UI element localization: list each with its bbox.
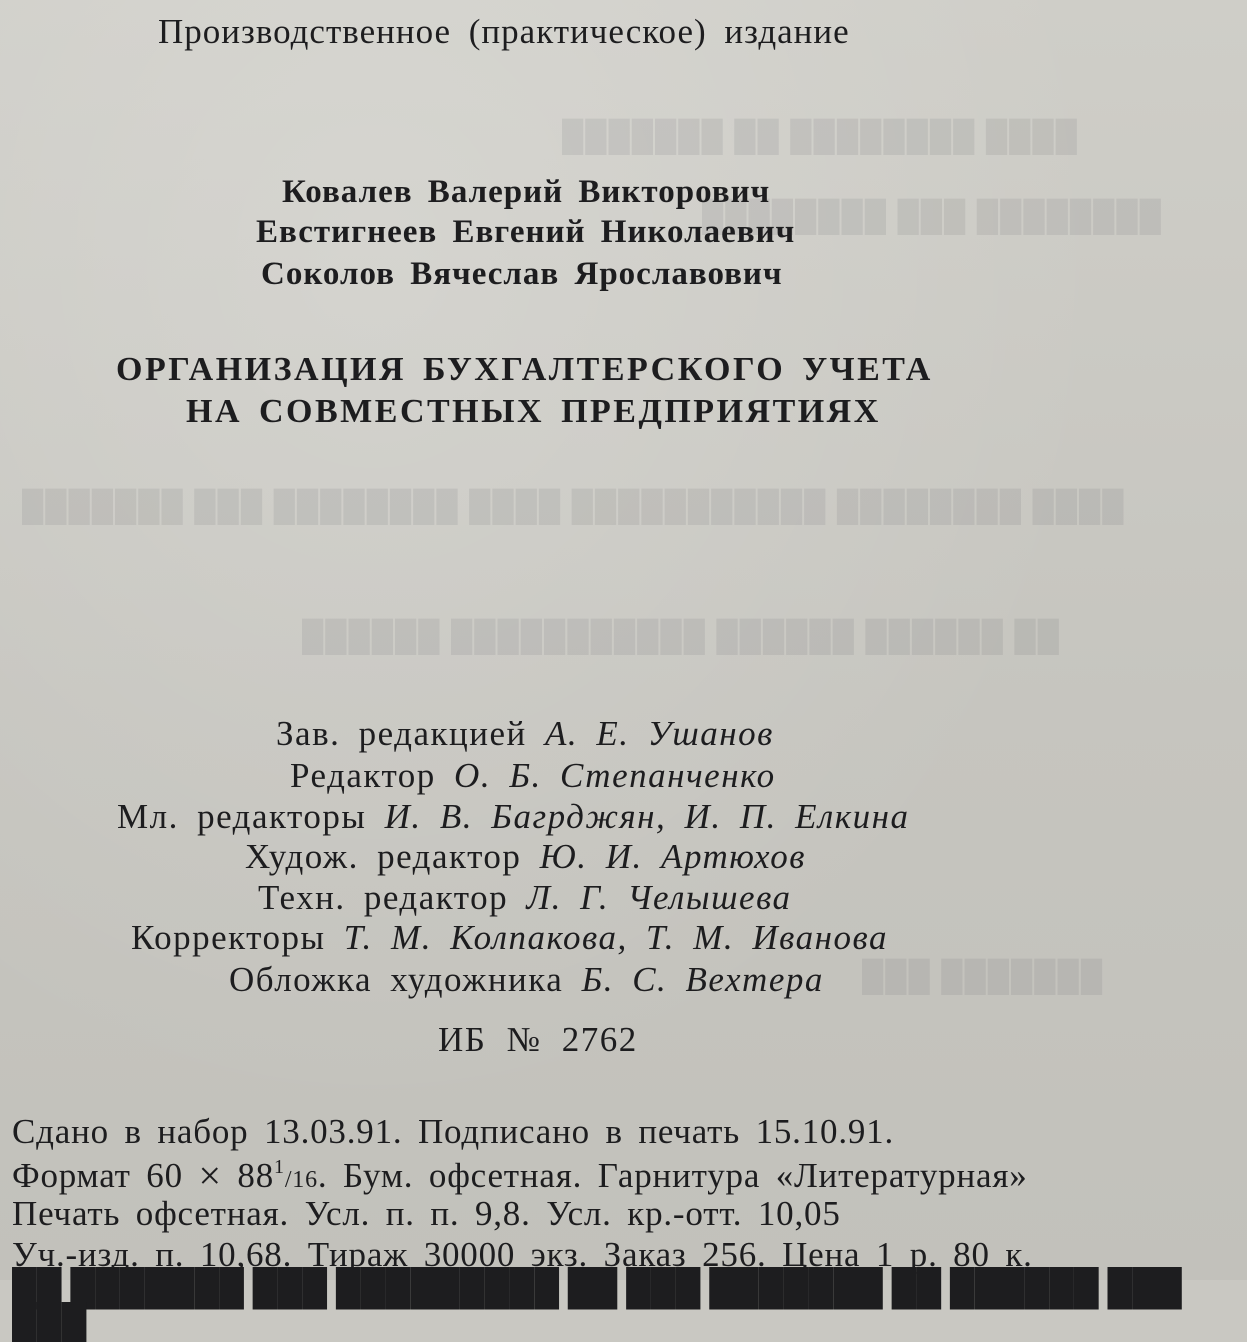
staff-names: Б. С. Вехтера bbox=[581, 960, 824, 999]
author-name: Евстигнеев Евгений Николаевич bbox=[256, 214, 796, 250]
cropped-next-line: ██ ███████ ███ █████████ ██ ███ ███████ ██ ██████ ███ ███ bbox=[12, 1268, 1182, 1342]
staff-credit bbox=[258, 878, 792, 918]
format-label: Формат 60 bbox=[12, 1156, 183, 1195]
multiply-sign: × bbox=[198, 1153, 222, 1198]
author-name: Соколов Вячеслав Ярославович bbox=[261, 256, 783, 292]
staff-role: Худож. редактор bbox=[245, 837, 522, 876]
staff-credit bbox=[229, 960, 824, 1000]
staff-role: Зав. редакцией bbox=[276, 714, 527, 753]
format-superscript: 1 bbox=[274, 1156, 285, 1178]
staff-credit bbox=[290, 756, 776, 796]
imprint-print-run: Уч.-изд. п. 10,68. Тираж 30000 экз. Заказ 256. Цена 1 р. 80 к. bbox=[12, 1235, 1033, 1274]
imprint-format bbox=[12, 1152, 1028, 1199]
imprint-printing: Печать офсетная. Усл. п. п. 9,8. Усл. кр.-отт. 10,05 bbox=[12, 1194, 841, 1233]
staff-names: Т. М. Колпакова, Т. М. Иванова bbox=[343, 918, 888, 957]
edition-type: Производственное (практическое) издание bbox=[158, 12, 850, 51]
show-through-text: ████ ████████ ███████████ ████ ████████ ███ ███████ bbox=[20, 490, 1124, 523]
book-title-line: НА СОВМЕСТНЫХ ПРЕДПРИЯТИЯХ bbox=[186, 393, 881, 430]
staff-role: Редактор bbox=[290, 756, 436, 795]
staff-role: Корректоры bbox=[131, 918, 326, 957]
staff-names: И. В. Багрджян, И. П. Елкина bbox=[384, 797, 910, 836]
staff-credit bbox=[245, 837, 806, 877]
book-title-line: ОРГАНИЗАЦИЯ БУХГАЛТЕРСКОГО УЧЕТА bbox=[116, 351, 933, 388]
show-through-text: ██ ██████ ██████ ███████████ ██████ bbox=[300, 620, 1059, 653]
show-through-text: ████ ████████ ██ ███████ bbox=[560, 120, 1077, 153]
staff-credit bbox=[117, 797, 909, 837]
format-value: 88 bbox=[237, 1156, 274, 1195]
imprint-typesetting-dates: Сдано в набор 13.03.91. Подписано в печать 15.10.91. bbox=[12, 1112, 895, 1151]
staff-names: Л. Г. Челышева bbox=[526, 878, 792, 917]
author-name: Ковалев Валерий Викторович bbox=[282, 174, 771, 210]
ib-number: ИБ № 2762 bbox=[438, 1020, 638, 1059]
staff-names: А. Е. Ушанов bbox=[545, 714, 774, 753]
show-through-text: ███████ ███ bbox=[860, 960, 1103, 993]
format-rest: . Бум. офсетная. Гарнитура «Литературная» bbox=[317, 1156, 1028, 1195]
staff-credit bbox=[276, 714, 774, 754]
show-through-text: ████████ ███ ████████ bbox=[700, 200, 1161, 233]
staff-role: Обложка художника bbox=[229, 960, 564, 999]
staff-credit bbox=[131, 918, 888, 958]
staff-names: О. Б. Степанченко bbox=[454, 756, 776, 795]
staff-names: Ю. И. Артюхов bbox=[539, 837, 806, 876]
format-denominator: /16 bbox=[284, 1167, 318, 1193]
staff-role: Техн. редактор bbox=[258, 878, 509, 917]
staff-role: Мл. редакторы bbox=[117, 797, 367, 836]
